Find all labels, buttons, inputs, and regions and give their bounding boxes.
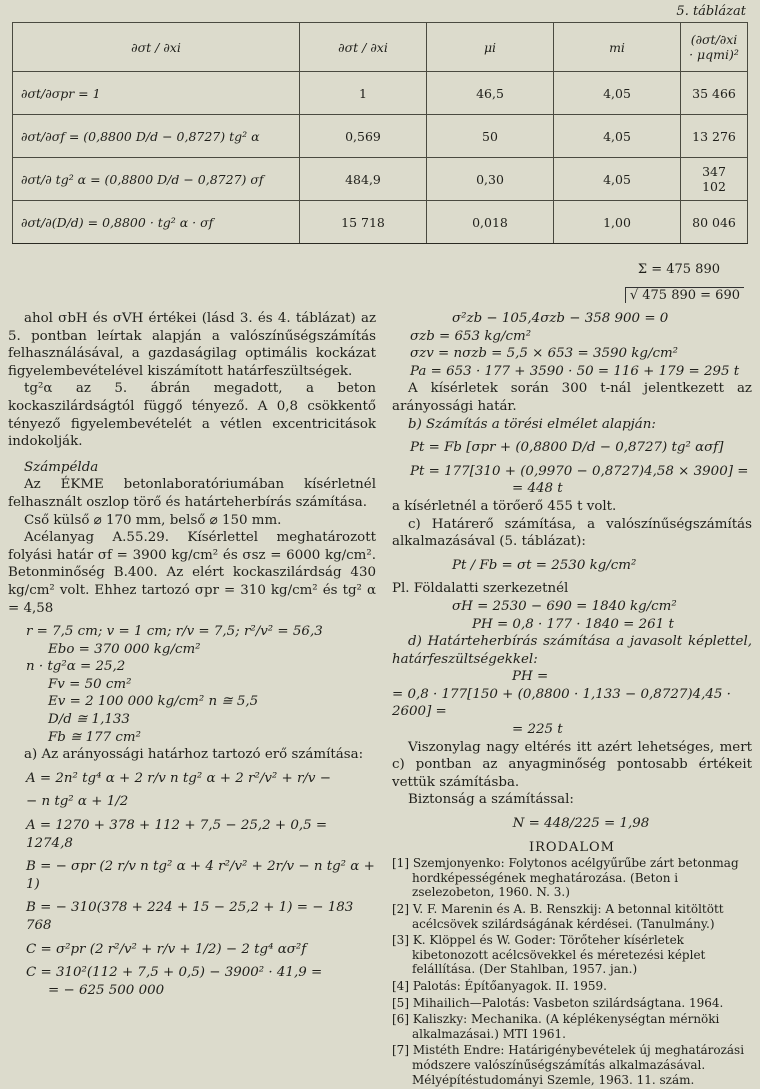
equation: A = 1270 + 378 + 112 + 7,5 − 25,2 + 0,5 = 1274,8 bbox=[26, 818, 328, 851]
equation: σ²zb − 105,4σzb − 358 900 = 0 bbox=[452, 311, 669, 326]
paragraph: d) Határteherbírás számítása a javasolt képlettel, határfeszültségekkel: bbox=[392, 634, 752, 667]
table-number: 5. táblázat bbox=[676, 4, 746, 19]
table-row bbox=[13, 72, 748, 115]
paragraph: A kísérletek során 300 t-nál jelentkezett az arányossági határ. bbox=[392, 381, 752, 414]
paragraph: c) Határerő számítása, a valószínűségszámítás alkalmazásával (5. táblázat): bbox=[392, 516, 752, 550]
equation: = 225 t bbox=[512, 722, 563, 738]
equation: PH = bbox=[512, 669, 549, 685]
equation: Pt = Fb [σpr + (0,8800 D/d − 0,8727) tg² ασf] bbox=[410, 440, 724, 456]
equation: C = 310²(112 + 7,5 + 0,5) − 3900² · 41,9 = bbox=[26, 965, 323, 981]
equation: σzb = 653 kg/cm² bbox=[410, 328, 532, 344]
table-row bbox=[13, 201, 748, 244]
equation: Pt / Fb = σt = 2530 kg/cm² bbox=[452, 557, 637, 573]
references-heading: IRODALOM bbox=[529, 839, 615, 855]
value-cell: 13 276 bbox=[681, 115, 748, 158]
header-cell: μi bbox=[427, 23, 554, 72]
equation: = 448 t bbox=[512, 481, 563, 497]
paragraph: Pl. Földalatti szerkezetnél bbox=[392, 581, 569, 597]
equation: − n tg² α + 1/2 bbox=[26, 794, 129, 810]
table-5 bbox=[12, 22, 748, 244]
header-cell: (∂σt/∂xi · μqmi)² bbox=[681, 23, 748, 72]
paragraph: Acélanyag A.55.29. Kísérlettel meghatározott folyási határ σf = 3900 kg/cm² és σsz = 6000 kg/cm². Betonminőség B.400. Az elért kockaszilárdság 430 kg/cm² volt. Ehhez tartozó σpr = 310 kg/cm² és tg² α = 4,58 bbox=[8, 530, 376, 616]
paragraph: tg²α az 5. ábrán megadott, a beton kockaszilárdságtól függő tényező. A 0,8 csökkentő tényező figyelembevételét a vétlen excentricitások indokolják. bbox=[8, 381, 376, 450]
formula-cell: ∂σt/∂σpr = 1 bbox=[13, 72, 300, 115]
value-cell: 4,05 bbox=[554, 115, 681, 158]
equation: A = 2n² tg⁴ α + 2 r/v n tg² α + 2 r²/v² + r/v − bbox=[26, 770, 331, 786]
value-cell: 0,569 bbox=[300, 115, 427, 158]
equation: σH = 2530 − 690 = 1840 kg/cm² bbox=[452, 598, 677, 614]
paragraph: Cső külső ⌀ 170 mm, belső ⌀ 150 mm. bbox=[24, 512, 282, 528]
value-cell: 80 046 bbox=[681, 201, 748, 244]
value-cell: 484,9 bbox=[300, 158, 427, 201]
header-cell: mi bbox=[554, 23, 681, 72]
formula-cell: ∂σt/∂ tg² α = (0,8800 D/d − 0,8727) σf bbox=[13, 158, 300, 201]
left-column bbox=[8, 310, 376, 999]
equation: B = − σpr (2 r/v n tg² α + 4 r²/v² + 2r/v − n tg² α + 1) bbox=[26, 859, 375, 892]
equation: D/d ≅ 1,133 bbox=[48, 712, 130, 728]
equation: σzv = nσzb = 5,5 × 653 = 3590 kg/cm² bbox=[410, 346, 679, 362]
header-cell: ∂σt / ∂xi bbox=[300, 23, 427, 72]
equation: Pt = 177[310 + (0,9970 − 0,8727)4,58 × 3900] = bbox=[410, 463, 749, 479]
equation: Pa = 653 · 177 + 3590 · 50 = 116 + 179 = 295 t bbox=[410, 363, 740, 379]
value-cell: 35 466 bbox=[681, 72, 748, 115]
section-heading: Számpélda bbox=[24, 459, 99, 475]
table-header-row bbox=[13, 23, 748, 72]
formula-cell: ∂σt/∂σf = (0,8800 D/d − 0,8727) tg² α bbox=[13, 115, 300, 158]
reference-item: [6] Kaliszky: Mechanika. (A képlékenységtan mérnöki alkalmazásai.) MTI 1961. bbox=[392, 1012, 720, 1041]
header-cell: ∂σt / ∂xi bbox=[13, 23, 300, 72]
paragraph: ahol σbH és σVH értékei (lásd 3. és 4. táblázat) az 5. pontban leírtak alapján a valószínűségszámítás felhasználásával, a gazdaságilag optimális kockázat figyelembevételével kiszámított határfeszültségek. bbox=[8, 311, 376, 379]
equation: PH = 0,8 · 177 · 1840 = 261 t bbox=[472, 616, 674, 632]
equation: = − 625 500 000 bbox=[48, 982, 165, 998]
paragraph: Az ÉKME betonlaboratóriumában kísérletnél felhasznált oszlop törő és határteherbírás számítása. bbox=[8, 477, 376, 510]
paragraph: Viszonylag nagy eltérés itt azért lehetséges, mert c) pontban az anyagminőség pontosabb értékeit vettük számításba. bbox=[392, 739, 752, 790]
equation: C = σ²pr (2 r²/v² + r/v + 1/2) − 2 tg⁴ ασ²f bbox=[26, 941, 307, 957]
formula-cell: ∂σt/∂(D/d) = 0,8800 · tg² α · σf bbox=[13, 201, 300, 244]
table-row bbox=[13, 115, 748, 158]
table-row bbox=[13, 158, 748, 201]
equation: n · tg²α = 25,2 bbox=[26, 659, 126, 675]
equation: B = − 310(378 + 224 + 15 − 25,2 + 1) = − 183 768 bbox=[26, 900, 354, 933]
value-cell: 0,018 bbox=[427, 201, 554, 244]
equation: Fb ≅ 177 cm² bbox=[48, 729, 141, 745]
value-cell: 1,00 bbox=[554, 201, 681, 244]
equation: r = 7,5 cm; v = 1 cm; r/v = 7,5; r²/v² = 56,3 bbox=[26, 624, 323, 640]
table-sqrt bbox=[625, 288, 744, 303]
reference-item: [1] Szemjonyenko: Folytonos acélgyűrűbe zárt betonmag hordképességének meghatározása. (Beton i zselezobeton, 1960. N. 3.) bbox=[392, 856, 739, 900]
equation: = 0,8 · 177[150 + (0,8800 · 1,133 − 0,8727)4,45 · 2600] = bbox=[392, 686, 731, 720]
value-cell: 0,30 bbox=[427, 158, 554, 201]
value-cell: 15 718 bbox=[300, 201, 427, 244]
table-sum: Σ = 475 890 bbox=[637, 262, 720, 277]
sqrt-value: √ 475 890 = 690 bbox=[625, 287, 744, 303]
equation: Ebo = 370 000 kg/cm² bbox=[48, 641, 201, 657]
reference-item: [2] V. F. Marenin és A. B. Renszkij: A betonnal kitöltött acélcsövek szilárdságának kérdései. (Tanulmány.) bbox=[392, 902, 724, 931]
value-cell: 4,05 bbox=[554, 158, 681, 201]
reference-item: [5] Mihailich—Palotás: Vasbeton szilárdságtana. 1964. bbox=[392, 995, 724, 1010]
value-cell: 46,5 bbox=[427, 72, 554, 115]
paragraph: Biztonság a számítással: bbox=[408, 792, 574, 808]
paragraph: a kísérletnél a törőerő 455 t volt. bbox=[392, 498, 617, 514]
value-cell: 1 bbox=[300, 72, 427, 115]
value-cell: 347 102 bbox=[681, 158, 748, 201]
equation: Ev = 2 100 000 kg/cm² n ≅ 5,5 bbox=[48, 694, 259, 710]
paragraph: b) Számítás a törési elmélet alapján: bbox=[408, 416, 656, 432]
reference-item: [3] K. Klöppel és W. Goder: Törőteher kísérletek kibetonozott acélcsövekkel és méretezési képlet felállítása. (Der Stahlban, 1957. jan.) bbox=[392, 933, 706, 977]
value-cell: 50 bbox=[427, 115, 554, 158]
right-column bbox=[392, 310, 752, 1089]
reference-item: [7] Mistéth Endre: Határigénybevételek új meghatározási módszere valószínűségszámítás alkalmazásával. Mélyépítéstudományi Szemle, 1963. 11. szám. bbox=[392, 1043, 745, 1087]
references-list bbox=[392, 856, 752, 1087]
paragraph: a) Az arányossági határhoz tartozó erő számítása: bbox=[24, 747, 364, 763]
equation: Fv = 50 cm² bbox=[48, 676, 132, 692]
reference-item: [4] Palotás: Építőanyagok. II. 1959. bbox=[392, 978, 607, 993]
equation: N = 448/225 = 1,98 bbox=[512, 816, 650, 832]
value-cell: 4,05 bbox=[554, 72, 681, 115]
